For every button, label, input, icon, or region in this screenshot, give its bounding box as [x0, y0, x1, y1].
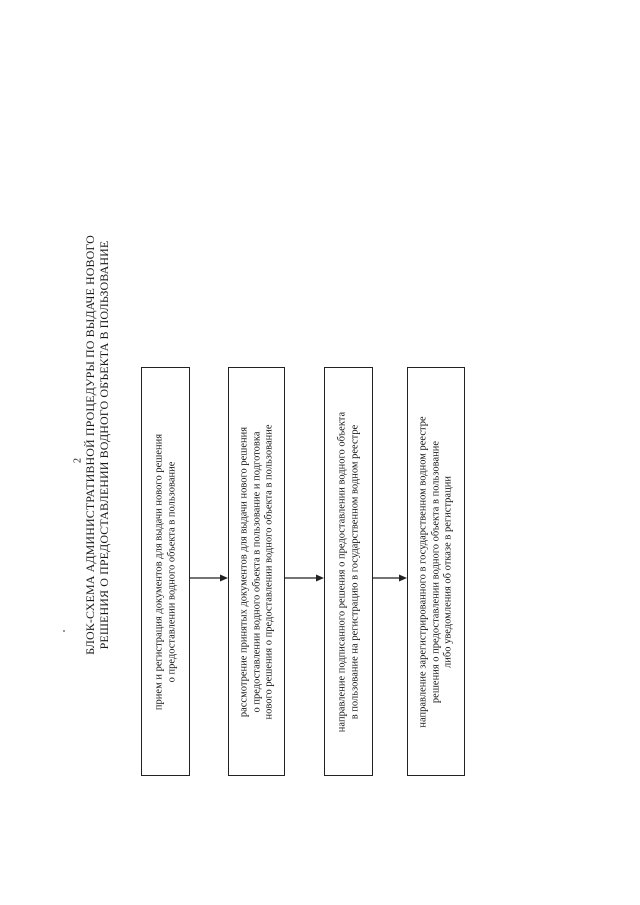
step-box-1	[141, 367, 190, 776]
step-2-line-1: рассмотрение принятых документов для выдачи нового решения	[237, 426, 249, 717]
step-2-line-2: о предоставлении водного объекта в пользование и подготовка	[250, 431, 262, 712]
step-box-4	[407, 367, 465, 776]
step-text-4	[417, 377, 455, 767]
diagram-title-line-2: РЕШЕНИЯ О ПРЕДОСТАВЛЕНИИ ВОДНОГО ОБЪЕКТА В ПОЛЬЗОВАНИЕ	[97, 240, 111, 650]
page-number: 2	[72, 458, 84, 463]
step-4-line-3: либо уведомления об отказе в регистрации	[442, 475, 454, 668]
arrow-right-icon	[285, 573, 324, 583]
step-3-line-2: в пользование на регистрацию в государственном водном реестре	[348, 424, 360, 719]
scan-speck	[63, 630, 65, 632]
step-1-line-2: о предоставлении водного объекта в пользование	[165, 461, 177, 682]
diagram-title	[83, 235, 111, 655]
arrow-right-icon	[373, 573, 407, 583]
diagram-title-line-1: БЛОК-СХЕМА АДМИНИСТРАТИВНОЙ ПРОЦЕДУРЫ ПО ВЫДАЧЕ НОВОГО	[83, 235, 97, 655]
arrow-step-2-to-3	[285, 573, 324, 583]
step-4-line-2: решения о предоставлении водного объекта в пользование	[429, 440, 441, 703]
step-1-line-1: прием и регистрация документов для выдачи нового решения	[153, 433, 164, 710]
arrow-right-icon	[190, 573, 228, 583]
arrow-step-1-to-2	[190, 573, 228, 583]
step-2-line-3: нового решения о предоставлении водного объекта в пользование	[262, 423, 274, 720]
arrow-step-3-to-4	[373, 573, 407, 583]
step-box-3	[324, 367, 373, 776]
step-4-line-1: направление зарегистрированного в государственном водном реестре	[417, 415, 429, 728]
step-text-1	[153, 377, 178, 767]
step-3-line-1: направление подписанного решения о предоставлении водного объекта	[336, 411, 347, 732]
step-text-2	[238, 377, 276, 767]
step-box-2	[228, 367, 285, 776]
step-text-3	[336, 377, 361, 767]
